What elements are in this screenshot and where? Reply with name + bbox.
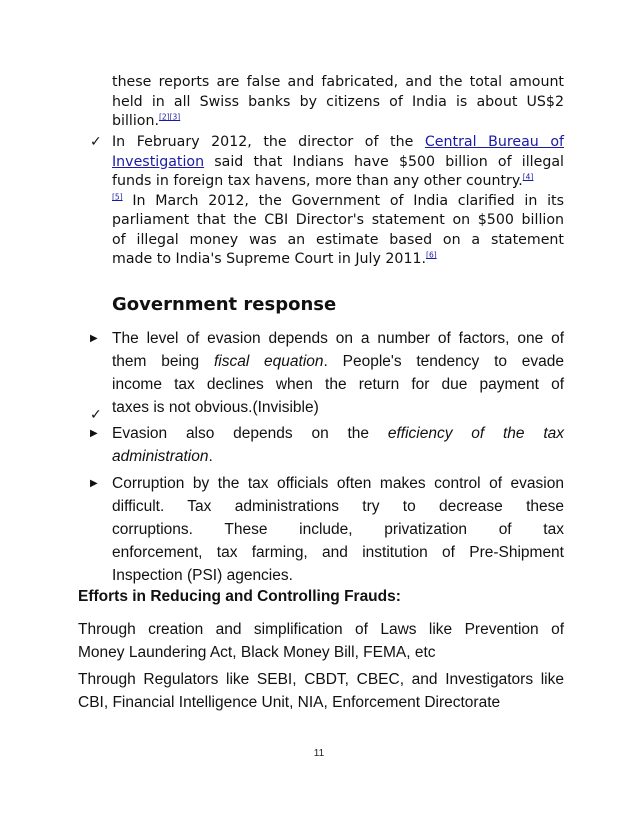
triangle-bullet-icon: ▶ — [90, 428, 98, 439]
bullet-line: The level of evasion depends on a number of factors, one of — [112, 330, 564, 347]
check-list-item — [78, 133, 564, 270]
citation-link[interactable]: [6] — [426, 250, 437, 260]
section-heading: Government response — [112, 294, 337, 315]
check-item-line-4 — [78, 192, 564, 212]
bullet-list — [78, 472, 564, 587]
bullet-line: Corruption by the tax officials often makes control of evasion — [112, 475, 564, 492]
bullet-line — [112, 350, 564, 373]
triangle-bullet-icon: ▶ — [90, 333, 98, 344]
bullet-line: corruptions. These include, privatization of tax — [112, 521, 564, 538]
bullet-line: income tax declines when the return for due payment of — [112, 376, 564, 393]
bullet-list — [78, 422, 564, 468]
check-item-text: made to India's Supreme Court in July 2011. — [112, 251, 427, 267]
bullet-italic-text: fiscal equation — [213, 353, 324, 370]
check-item-text: In February 2012, the director of the — [112, 134, 425, 150]
bullet-line: taxes is not obvious.(Invisible) — [112, 399, 319, 416]
bullet-line: difficult. Tax administrations try to decrease these — [112, 498, 564, 515]
check-item-text: said that Indians have $500 billion of illegal — [204, 153, 564, 170]
check-item-line-6: of illegal money was an estimate based on a statement — [112, 231, 564, 248]
bullet-line — [112, 445, 564, 468]
efforts-heading: Efforts in Reducing and Controlling Frauds: — [78, 588, 401, 605]
check-icon: ✓ — [90, 406, 102, 423]
bullet-line: enforcement, tax farming, and institution of Pre-Shipment — [112, 544, 564, 561]
efforts-paragraph-2 — [78, 668, 564, 714]
check-item-text: funds in foreign tax havens, more than any other country. — [112, 173, 523, 189]
page-number: 11 — [313, 748, 325, 759]
intro-line-2: held in all Swiss banks by citizens of India is about US$2 — [112, 93, 564, 110]
intro-line-3 — [78, 112, 564, 132]
check-item-line-3 — [78, 172, 564, 192]
citation-link[interactable]: [5] — [112, 191, 123, 201]
intro-line-3-text: billion. — [112, 113, 159, 129]
check-item-line-2 — [78, 153, 564, 173]
bullet-item — [78, 327, 564, 419]
investigation-link[interactable]: Investigation — [112, 153, 205, 170]
paragraph-line: CBI, Financial Intelligence Unit, NIA, Enforcement Directorate — [78, 694, 501, 711]
paragraph-line: Through creation and simplification of Laws like Prevention of — [78, 621, 564, 638]
bullet-italic-text: administration — [112, 448, 209, 465]
bullet-list — [78, 327, 564, 419]
citation-link[interactable]: [4] — [522, 172, 534, 182]
check-item-line-5: parliament that the CBI Director's statement on $500 billion — [112, 212, 564, 228]
intro-paragraph — [78, 73, 564, 132]
check-item-line-7 — [78, 250, 564, 270]
paragraph-line: Money Laundering Act, Black Money Bill, FEMA, etc — [78, 644, 436, 661]
bullet-text: . — [208, 448, 213, 465]
check-item-line-1 — [78, 133, 564, 153]
paragraph-line: Through Regulators like SEBI, CBDT, CBEC, and Investigators like — [78, 671, 564, 688]
bullet-item — [78, 472, 564, 587]
central-bureau-link[interactable]: Central Bureau of — [424, 134, 565, 150]
intro-line-1: these reports are false and fabricated, and the total amount — [112, 74, 564, 90]
efforts-paragraph-1 — [78, 618, 564, 664]
bullet-line: Inspection (PSI) agencies. — [112, 567, 293, 584]
bullet-text: Evasion also depends on the — [112, 425, 388, 442]
bullet-item — [78, 422, 564, 468]
bullet-text: them being — [112, 353, 214, 370]
bullet-italic-text: efficiency of the tax — [387, 425, 565, 442]
check-item-text: In March 2012, the Government of India clarified in its — [122, 192, 564, 209]
triangle-bullet-icon: ▶ — [90, 478, 98, 489]
check-icon: ✓ — [90, 134, 102, 150]
citation-link[interactable]: [2][3] — [158, 112, 181, 122]
bullet-line — [112, 422, 564, 445]
bullet-text: . People's tendency to evade — [323, 353, 565, 370]
